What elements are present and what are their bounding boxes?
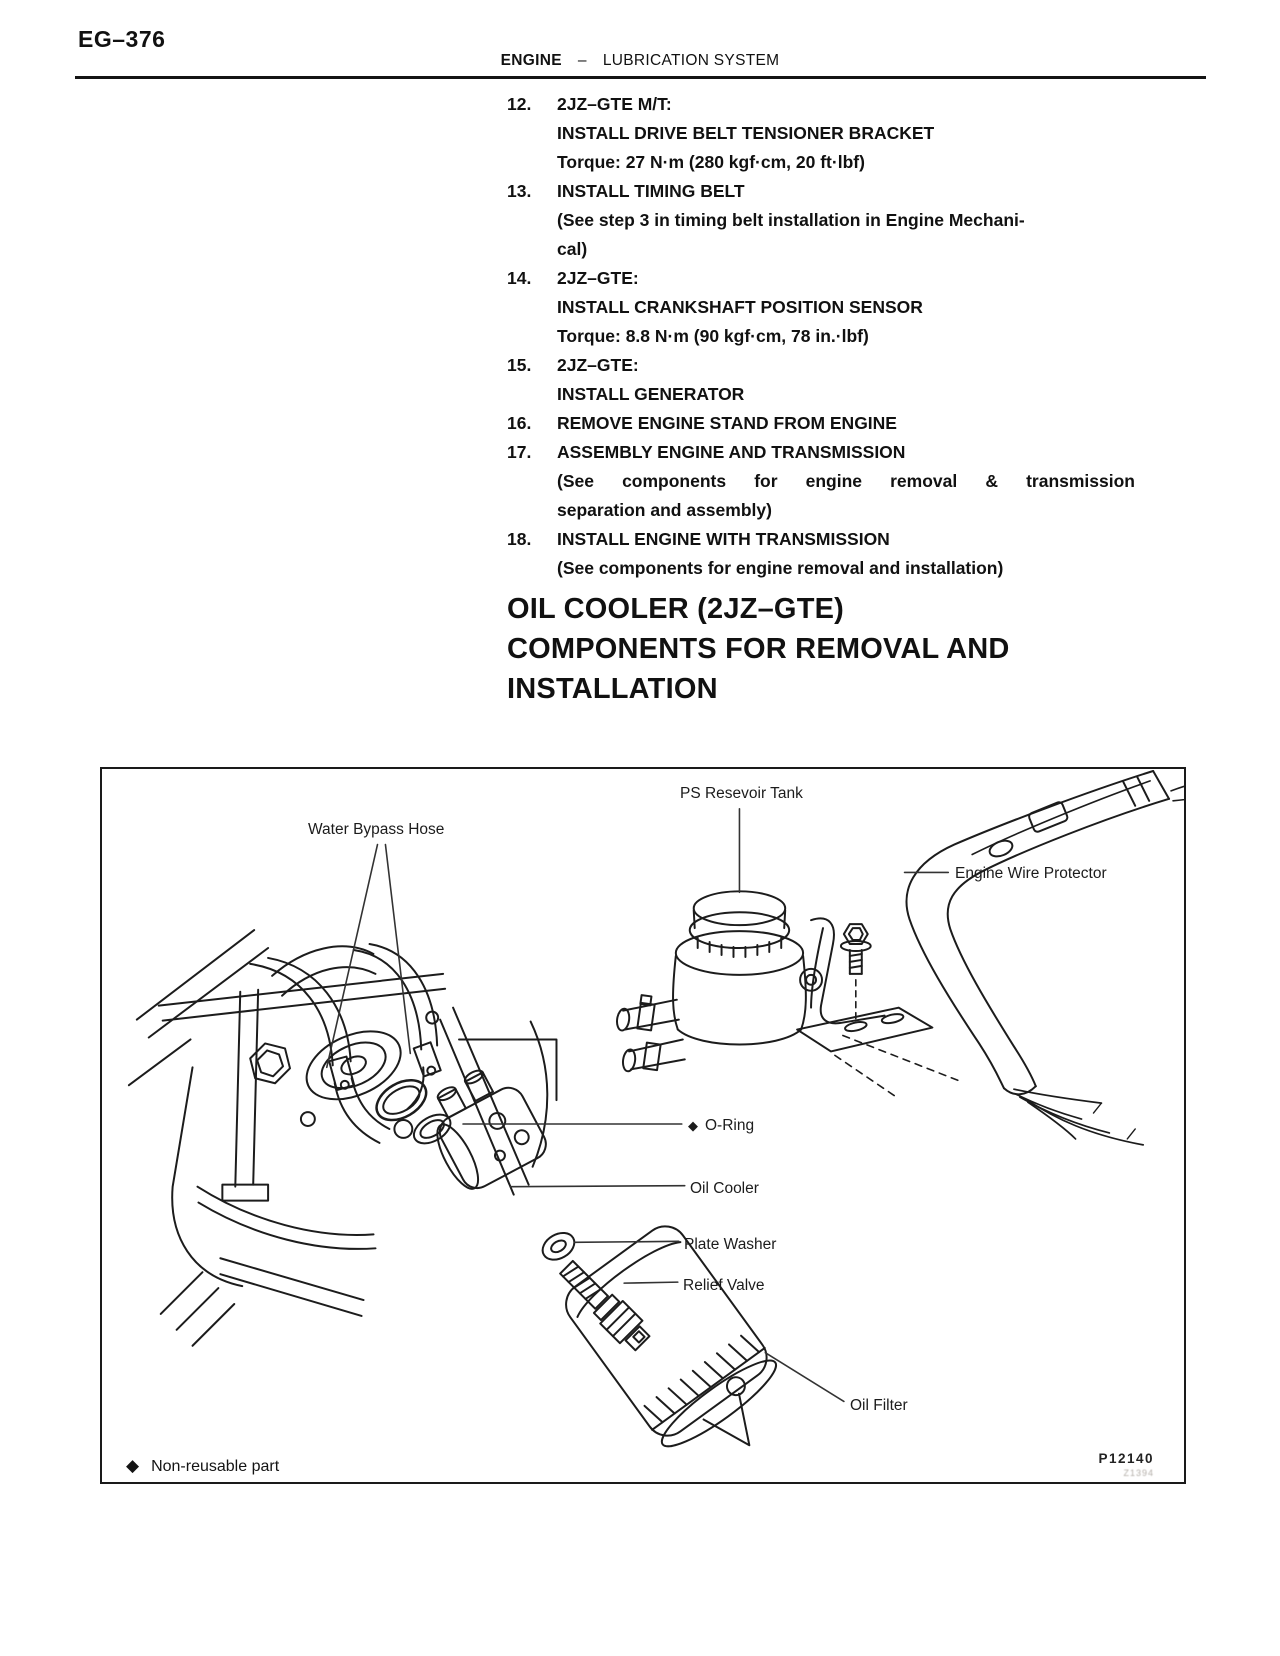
step-line: (See step 3 in timing belt installation in Engine Mechani- bbox=[557, 210, 1025, 230]
figure-code: P12140 bbox=[1098, 1451, 1154, 1466]
step-line: Torque: 8.8 N·m (90 kgf·cm, 78 in.·lbf) bbox=[557, 326, 869, 346]
procedure-step bbox=[507, 90, 1162, 177]
step-line: INSTALL GENERATOR bbox=[557, 384, 745, 404]
label-relief-valve: Relief Valve bbox=[683, 1277, 765, 1294]
step-line: 2JZ–GTE M/T: bbox=[557, 94, 672, 114]
components-figure bbox=[100, 767, 1186, 1484]
procedure-step bbox=[507, 438, 1162, 525]
label-oil-filter: Oil Filter bbox=[850, 1397, 908, 1414]
figure-code-sub: Z1394 bbox=[1123, 1468, 1154, 1478]
section-heading bbox=[507, 589, 1010, 709]
step-line: INSTALL CRANKSHAFT POSITION SENSOR bbox=[557, 297, 923, 317]
label-water-bypass-hose: Water Bypass Hose bbox=[308, 821, 445, 838]
step-line: (See components for engine removal and installation) bbox=[557, 558, 1004, 578]
step-line: REMOVE ENGINE STAND FROM ENGINE bbox=[557, 413, 897, 433]
step-line: INSTALL ENGINE WITH TRANSMISSION bbox=[557, 529, 890, 549]
procedure-step-list bbox=[507, 90, 1162, 583]
label-oil-cooler: Oil Cooler bbox=[690, 1180, 759, 1197]
step-line: 2JZ–GTE: bbox=[557, 268, 639, 288]
legend-text: Non-reusable part bbox=[151, 1458, 280, 1475]
step-number: 17. bbox=[507, 442, 532, 462]
procedure-step bbox=[507, 264, 1162, 351]
step-line: 2JZ–GTE: bbox=[557, 355, 639, 375]
label-plate-washer: Plate Washer bbox=[684, 1236, 777, 1253]
figure-legend bbox=[126, 1456, 279, 1476]
step-number: 13. bbox=[507, 181, 532, 201]
label-o-ring bbox=[688, 1117, 754, 1135]
ps-reservoir-drawing bbox=[616, 891, 806, 1072]
non-reusable-diamond-icon: ◆ bbox=[126, 1456, 140, 1475]
running-header-separator: – bbox=[577, 52, 587, 69]
relief-valve-drawing bbox=[555, 1256, 653, 1354]
label-o-ring-text: O-Ring bbox=[705, 1117, 755, 1134]
wire-harness-drawing bbox=[907, 771, 1184, 1145]
step-line: separation and assembly) bbox=[557, 500, 772, 520]
section-heading-line: OIL COOLER (2JZ–GTE) bbox=[507, 593, 845, 625]
procedure-step bbox=[507, 351, 1162, 409]
non-reusable-diamond-icon: ◆ bbox=[688, 1118, 698, 1133]
section-heading-line: COMPONENTS FOR REMOVAL AND bbox=[507, 633, 1010, 665]
bolt-drawing bbox=[835, 924, 960, 1097]
header-rule bbox=[75, 76, 1206, 79]
step-number: 18. bbox=[507, 529, 532, 549]
running-header-section: ENGINE bbox=[500, 52, 562, 69]
running-header-subsection: LUBRICATION SYSTEM bbox=[602, 52, 780, 69]
step-line: INSTALL TIMING BELT bbox=[557, 181, 745, 201]
running-header bbox=[0, 52, 1280, 70]
step-number: 15. bbox=[507, 355, 532, 375]
oil-filter-drawing bbox=[557, 1218, 805, 1482]
procedure-step bbox=[507, 409, 1162, 438]
step-line: cal) bbox=[557, 239, 588, 259]
plate-washer-drawing bbox=[538, 1228, 579, 1266]
procedure-step bbox=[507, 177, 1162, 264]
step-number: 12. bbox=[507, 94, 532, 114]
section-heading-line: INSTALLATION bbox=[507, 673, 718, 705]
page-code: EG–376 bbox=[78, 26, 166, 52]
step-line: (See components for engine removal & transmission bbox=[557, 471, 1135, 491]
procedure-step bbox=[507, 525, 1162, 583]
step-line: ASSEMBLY ENGINE AND TRANSMISSION bbox=[557, 442, 906, 462]
step-line: Torque: 27 N·m (280 kgf·cm, 20 ft·lbf) bbox=[557, 152, 865, 172]
step-line: INSTALL DRIVE BELT TENSIONER BRACKET bbox=[557, 123, 935, 143]
engine-block-drawing bbox=[129, 930, 557, 1346]
step-number: 14. bbox=[507, 268, 532, 288]
label-ps-resevoir-tank: PS Resevoir Tank bbox=[680, 785, 803, 802]
step-number: 16. bbox=[507, 413, 532, 433]
label-engine-wire-protector: Engine Wire Protector bbox=[955, 865, 1107, 882]
